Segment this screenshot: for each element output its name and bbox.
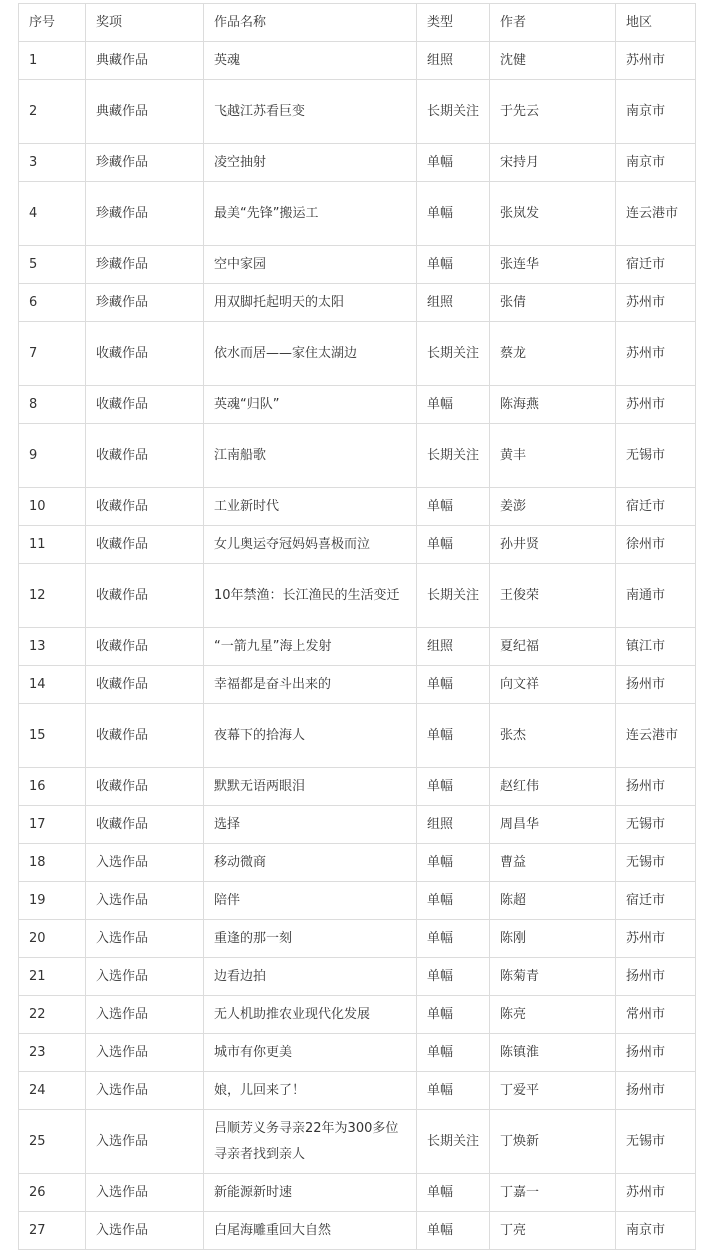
cell-number: 4 xyxy=(19,182,86,246)
cell-type: 单幅 xyxy=(417,144,490,182)
cell-title: 飞越江苏看巨变 xyxy=(204,80,417,144)
cell-type: 单幅 xyxy=(417,1034,490,1072)
cell-type: 单幅 xyxy=(417,666,490,704)
cell-number: 5 xyxy=(19,246,86,284)
cell-author: 周昌华 xyxy=(490,806,616,844)
cell-title: 无人机助推农业现代化发展 xyxy=(204,996,417,1034)
table-row xyxy=(19,1212,696,1250)
cell-number: 25 xyxy=(19,1110,86,1174)
cell-award: 珍藏作品 xyxy=(86,144,204,182)
cell-region: 扬州市 xyxy=(616,666,696,704)
cell-award: 珍藏作品 xyxy=(86,182,204,246)
cell-award: 入选作品 xyxy=(86,844,204,882)
cell-number: 12 xyxy=(19,564,86,628)
cell-title: 依水而居——家住太湖边 xyxy=(204,322,417,386)
cell-type: 单幅 xyxy=(417,996,490,1034)
cell-award: 入选作品 xyxy=(86,1174,204,1212)
table-row xyxy=(19,42,696,80)
cell-type: 单幅 xyxy=(417,386,490,424)
cell-author: 姜澎 xyxy=(490,488,616,526)
cell-region: 扬州市 xyxy=(616,1034,696,1072)
cell-number: 18 xyxy=(19,844,86,882)
table-row xyxy=(19,996,696,1034)
cell-type: 长期关注 xyxy=(417,1110,490,1174)
cell-number: 15 xyxy=(19,704,86,768)
table-row xyxy=(19,386,696,424)
table-row xyxy=(19,424,696,488)
cell-award: 收藏作品 xyxy=(86,322,204,386)
cell-author: 丁嘉一 xyxy=(490,1174,616,1212)
cell-region: 扬州市 xyxy=(616,958,696,996)
cell-region: 苏州市 xyxy=(616,920,696,958)
table-row xyxy=(19,628,696,666)
cell-author: 陈刚 xyxy=(490,920,616,958)
cell-author: 赵红伟 xyxy=(490,768,616,806)
cell-award: 典藏作品 xyxy=(86,80,204,144)
cell-author: 孙井贤 xyxy=(490,526,616,564)
awards-table-container xyxy=(18,3,695,1250)
table-row xyxy=(19,1174,696,1212)
table-row xyxy=(19,806,696,844)
cell-type: 单幅 xyxy=(417,1174,490,1212)
cell-award: 入选作品 xyxy=(86,996,204,1034)
cell-award: 收藏作品 xyxy=(86,666,204,704)
cell-author: 张杰 xyxy=(490,704,616,768)
cell-type: 长期关注 xyxy=(417,424,490,488)
cell-author: 丁焕新 xyxy=(490,1110,616,1174)
header-title: 作品名称 xyxy=(204,4,417,42)
cell-title: 新能源新时速 xyxy=(204,1174,417,1212)
cell-region: 苏州市 xyxy=(616,284,696,322)
cell-number: 9 xyxy=(19,424,86,488)
cell-number: 19 xyxy=(19,882,86,920)
cell-title: 工业新时代 xyxy=(204,488,417,526)
table-row xyxy=(19,284,696,322)
cell-title: 陪伴 xyxy=(204,882,417,920)
cell-author: 于先云 xyxy=(490,80,616,144)
cell-author: 陈海燕 xyxy=(490,386,616,424)
cell-author: 向文祥 xyxy=(490,666,616,704)
cell-title: 白尾海雕重回大自然 xyxy=(204,1212,417,1250)
cell-region: 连云港市 xyxy=(616,704,696,768)
cell-award: 入选作品 xyxy=(86,1034,204,1072)
cell-number: 26 xyxy=(19,1174,86,1212)
cell-author: 王俊荣 xyxy=(490,564,616,628)
cell-award: 入选作品 xyxy=(86,958,204,996)
cell-title: 最美“先锋”搬运工 xyxy=(204,182,417,246)
cell-region: 苏州市 xyxy=(616,42,696,80)
cell-title: 城市有你更美 xyxy=(204,1034,417,1072)
cell-region: 扬州市 xyxy=(616,768,696,806)
cell-title: 默默无语两眼泪 xyxy=(204,768,417,806)
cell-region: 南京市 xyxy=(616,1212,696,1250)
cell-region: 南通市 xyxy=(616,564,696,628)
cell-award: 收藏作品 xyxy=(86,768,204,806)
cell-number: 8 xyxy=(19,386,86,424)
cell-region: 无锡市 xyxy=(616,1110,696,1174)
cell-number: 6 xyxy=(19,284,86,322)
cell-award: 收藏作品 xyxy=(86,526,204,564)
cell-award: 收藏作品 xyxy=(86,628,204,666)
table-header-row xyxy=(19,4,696,42)
cell-region: 宿迁市 xyxy=(616,488,696,526)
cell-region: 无锡市 xyxy=(616,806,696,844)
table-row xyxy=(19,322,696,386)
cell-type: 长期关注 xyxy=(417,80,490,144)
cell-author: 张岚发 xyxy=(490,182,616,246)
cell-type: 组照 xyxy=(417,628,490,666)
cell-award: 典藏作品 xyxy=(86,42,204,80)
cell-author: 陈菊青 xyxy=(490,958,616,996)
cell-author: 丁爱平 xyxy=(490,1072,616,1110)
cell-author: 蔡龙 xyxy=(490,322,616,386)
cell-author: 张连华 xyxy=(490,246,616,284)
cell-type: 长期关注 xyxy=(417,564,490,628)
cell-author: 曹益 xyxy=(490,844,616,882)
cell-number: 27 xyxy=(19,1212,86,1250)
cell-type: 单幅 xyxy=(417,246,490,284)
cell-author: 夏纪福 xyxy=(490,628,616,666)
cell-number: 1 xyxy=(19,42,86,80)
cell-type: 单幅 xyxy=(417,1072,490,1110)
cell-title: 娘，儿回来了！ xyxy=(204,1072,417,1110)
cell-type: 组照 xyxy=(417,284,490,322)
table-row xyxy=(19,768,696,806)
cell-author: 陈亮 xyxy=(490,996,616,1034)
cell-author: 黄丰 xyxy=(490,424,616,488)
cell-number: 2 xyxy=(19,80,86,144)
awards-table xyxy=(18,3,696,1250)
cell-title: 重逢的那一刻 xyxy=(204,920,417,958)
cell-award: 收藏作品 xyxy=(86,424,204,488)
cell-award: 收藏作品 xyxy=(86,488,204,526)
cell-type: 单幅 xyxy=(417,844,490,882)
cell-type: 单幅 xyxy=(417,182,490,246)
table-row xyxy=(19,844,696,882)
cell-number: 21 xyxy=(19,958,86,996)
table-row xyxy=(19,1072,696,1110)
table-row xyxy=(19,182,696,246)
table-row xyxy=(19,958,696,996)
header-type: 类型 xyxy=(417,4,490,42)
cell-title: 女儿奥运夺冠妈妈喜极而泣 xyxy=(204,526,417,564)
cell-award: 入选作品 xyxy=(86,1072,204,1110)
cell-type: 单幅 xyxy=(417,958,490,996)
cell-type: 组照 xyxy=(417,806,490,844)
cell-award: 入选作品 xyxy=(86,1212,204,1250)
cell-number: 14 xyxy=(19,666,86,704)
cell-author: 张倩 xyxy=(490,284,616,322)
cell-award: 收藏作品 xyxy=(86,806,204,844)
cell-type: 单幅 xyxy=(417,882,490,920)
header-award: 奖项 xyxy=(86,4,204,42)
cell-number: 17 xyxy=(19,806,86,844)
cell-award: 入选作品 xyxy=(86,882,204,920)
table-row xyxy=(19,666,696,704)
cell-title: 吕顺芳义务寻亲22年为300多位寻亲者找到亲人 xyxy=(204,1110,417,1174)
cell-author: 陈超 xyxy=(490,882,616,920)
cell-award: 珍藏作品 xyxy=(86,284,204,322)
cell-type: 单幅 xyxy=(417,768,490,806)
cell-title: 空中家园 xyxy=(204,246,417,284)
table-row xyxy=(19,488,696,526)
cell-title: 用双脚托起明天的太阳 xyxy=(204,284,417,322)
cell-number: 7 xyxy=(19,322,86,386)
cell-region: 宿迁市 xyxy=(616,246,696,284)
cell-type: 单幅 xyxy=(417,704,490,768)
cell-region: 连云港市 xyxy=(616,182,696,246)
header-number: 序号 xyxy=(19,4,86,42)
cell-award: 收藏作品 xyxy=(86,704,204,768)
cell-title: “一箭九星”海上发射 xyxy=(204,628,417,666)
cell-award: 收藏作品 xyxy=(86,386,204,424)
cell-title: 江南船歌 xyxy=(204,424,417,488)
cell-number: 10 xyxy=(19,488,86,526)
cell-type: 单幅 xyxy=(417,1212,490,1250)
cell-title: 选择 xyxy=(204,806,417,844)
cell-number: 20 xyxy=(19,920,86,958)
table-row xyxy=(19,144,696,182)
cell-type: 单幅 xyxy=(417,920,490,958)
cell-author: 宋持月 xyxy=(490,144,616,182)
cell-number: 22 xyxy=(19,996,86,1034)
cell-type: 长期关注 xyxy=(417,322,490,386)
cell-title: 英魂“归队” xyxy=(204,386,417,424)
cell-title: 10年禁渔：长江渔民的生活变迁 xyxy=(204,564,417,628)
cell-award: 入选作品 xyxy=(86,920,204,958)
cell-region: 扬州市 xyxy=(616,1072,696,1110)
cell-title: 夜幕下的拾海人 xyxy=(204,704,417,768)
cell-number: 16 xyxy=(19,768,86,806)
cell-title: 幸福都是奋斗出来的 xyxy=(204,666,417,704)
cell-author: 丁亮 xyxy=(490,1212,616,1250)
cell-region: 苏州市 xyxy=(616,386,696,424)
cell-award: 珍藏作品 xyxy=(86,246,204,284)
cell-region: 苏州市 xyxy=(616,322,696,386)
cell-number: 24 xyxy=(19,1072,86,1110)
table-row xyxy=(19,882,696,920)
cell-type: 单幅 xyxy=(417,526,490,564)
cell-region: 苏州市 xyxy=(616,1174,696,1212)
table-row xyxy=(19,80,696,144)
table-row xyxy=(19,1034,696,1072)
table-row xyxy=(19,920,696,958)
cell-region: 徐州市 xyxy=(616,526,696,564)
table-row xyxy=(19,246,696,284)
cell-author: 陈镇淮 xyxy=(490,1034,616,1072)
cell-number: 23 xyxy=(19,1034,86,1072)
table-body xyxy=(19,4,696,1250)
cell-region: 南京市 xyxy=(616,80,696,144)
cell-number: 13 xyxy=(19,628,86,666)
cell-award: 收藏作品 xyxy=(86,564,204,628)
cell-region: 镇江市 xyxy=(616,628,696,666)
cell-title: 英魂 xyxy=(204,42,417,80)
header-region: 地区 xyxy=(616,4,696,42)
cell-number: 3 xyxy=(19,144,86,182)
cell-region: 无锡市 xyxy=(616,844,696,882)
cell-award: 入选作品 xyxy=(86,1110,204,1174)
table-row xyxy=(19,704,696,768)
cell-type: 组照 xyxy=(417,42,490,80)
cell-title: 凌空抽射 xyxy=(204,144,417,182)
cell-title: 边看边拍 xyxy=(204,958,417,996)
cell-region: 南京市 xyxy=(616,144,696,182)
table-row xyxy=(19,526,696,564)
table-row xyxy=(19,1110,696,1174)
table-row xyxy=(19,564,696,628)
cell-title: 移动微商 xyxy=(204,844,417,882)
cell-region: 宿迁市 xyxy=(616,882,696,920)
cell-author: 沈健 xyxy=(490,42,616,80)
cell-region: 常州市 xyxy=(616,996,696,1034)
cell-type: 单幅 xyxy=(417,488,490,526)
header-author: 作者 xyxy=(490,4,616,42)
cell-region: 无锡市 xyxy=(616,424,696,488)
cell-number: 11 xyxy=(19,526,86,564)
